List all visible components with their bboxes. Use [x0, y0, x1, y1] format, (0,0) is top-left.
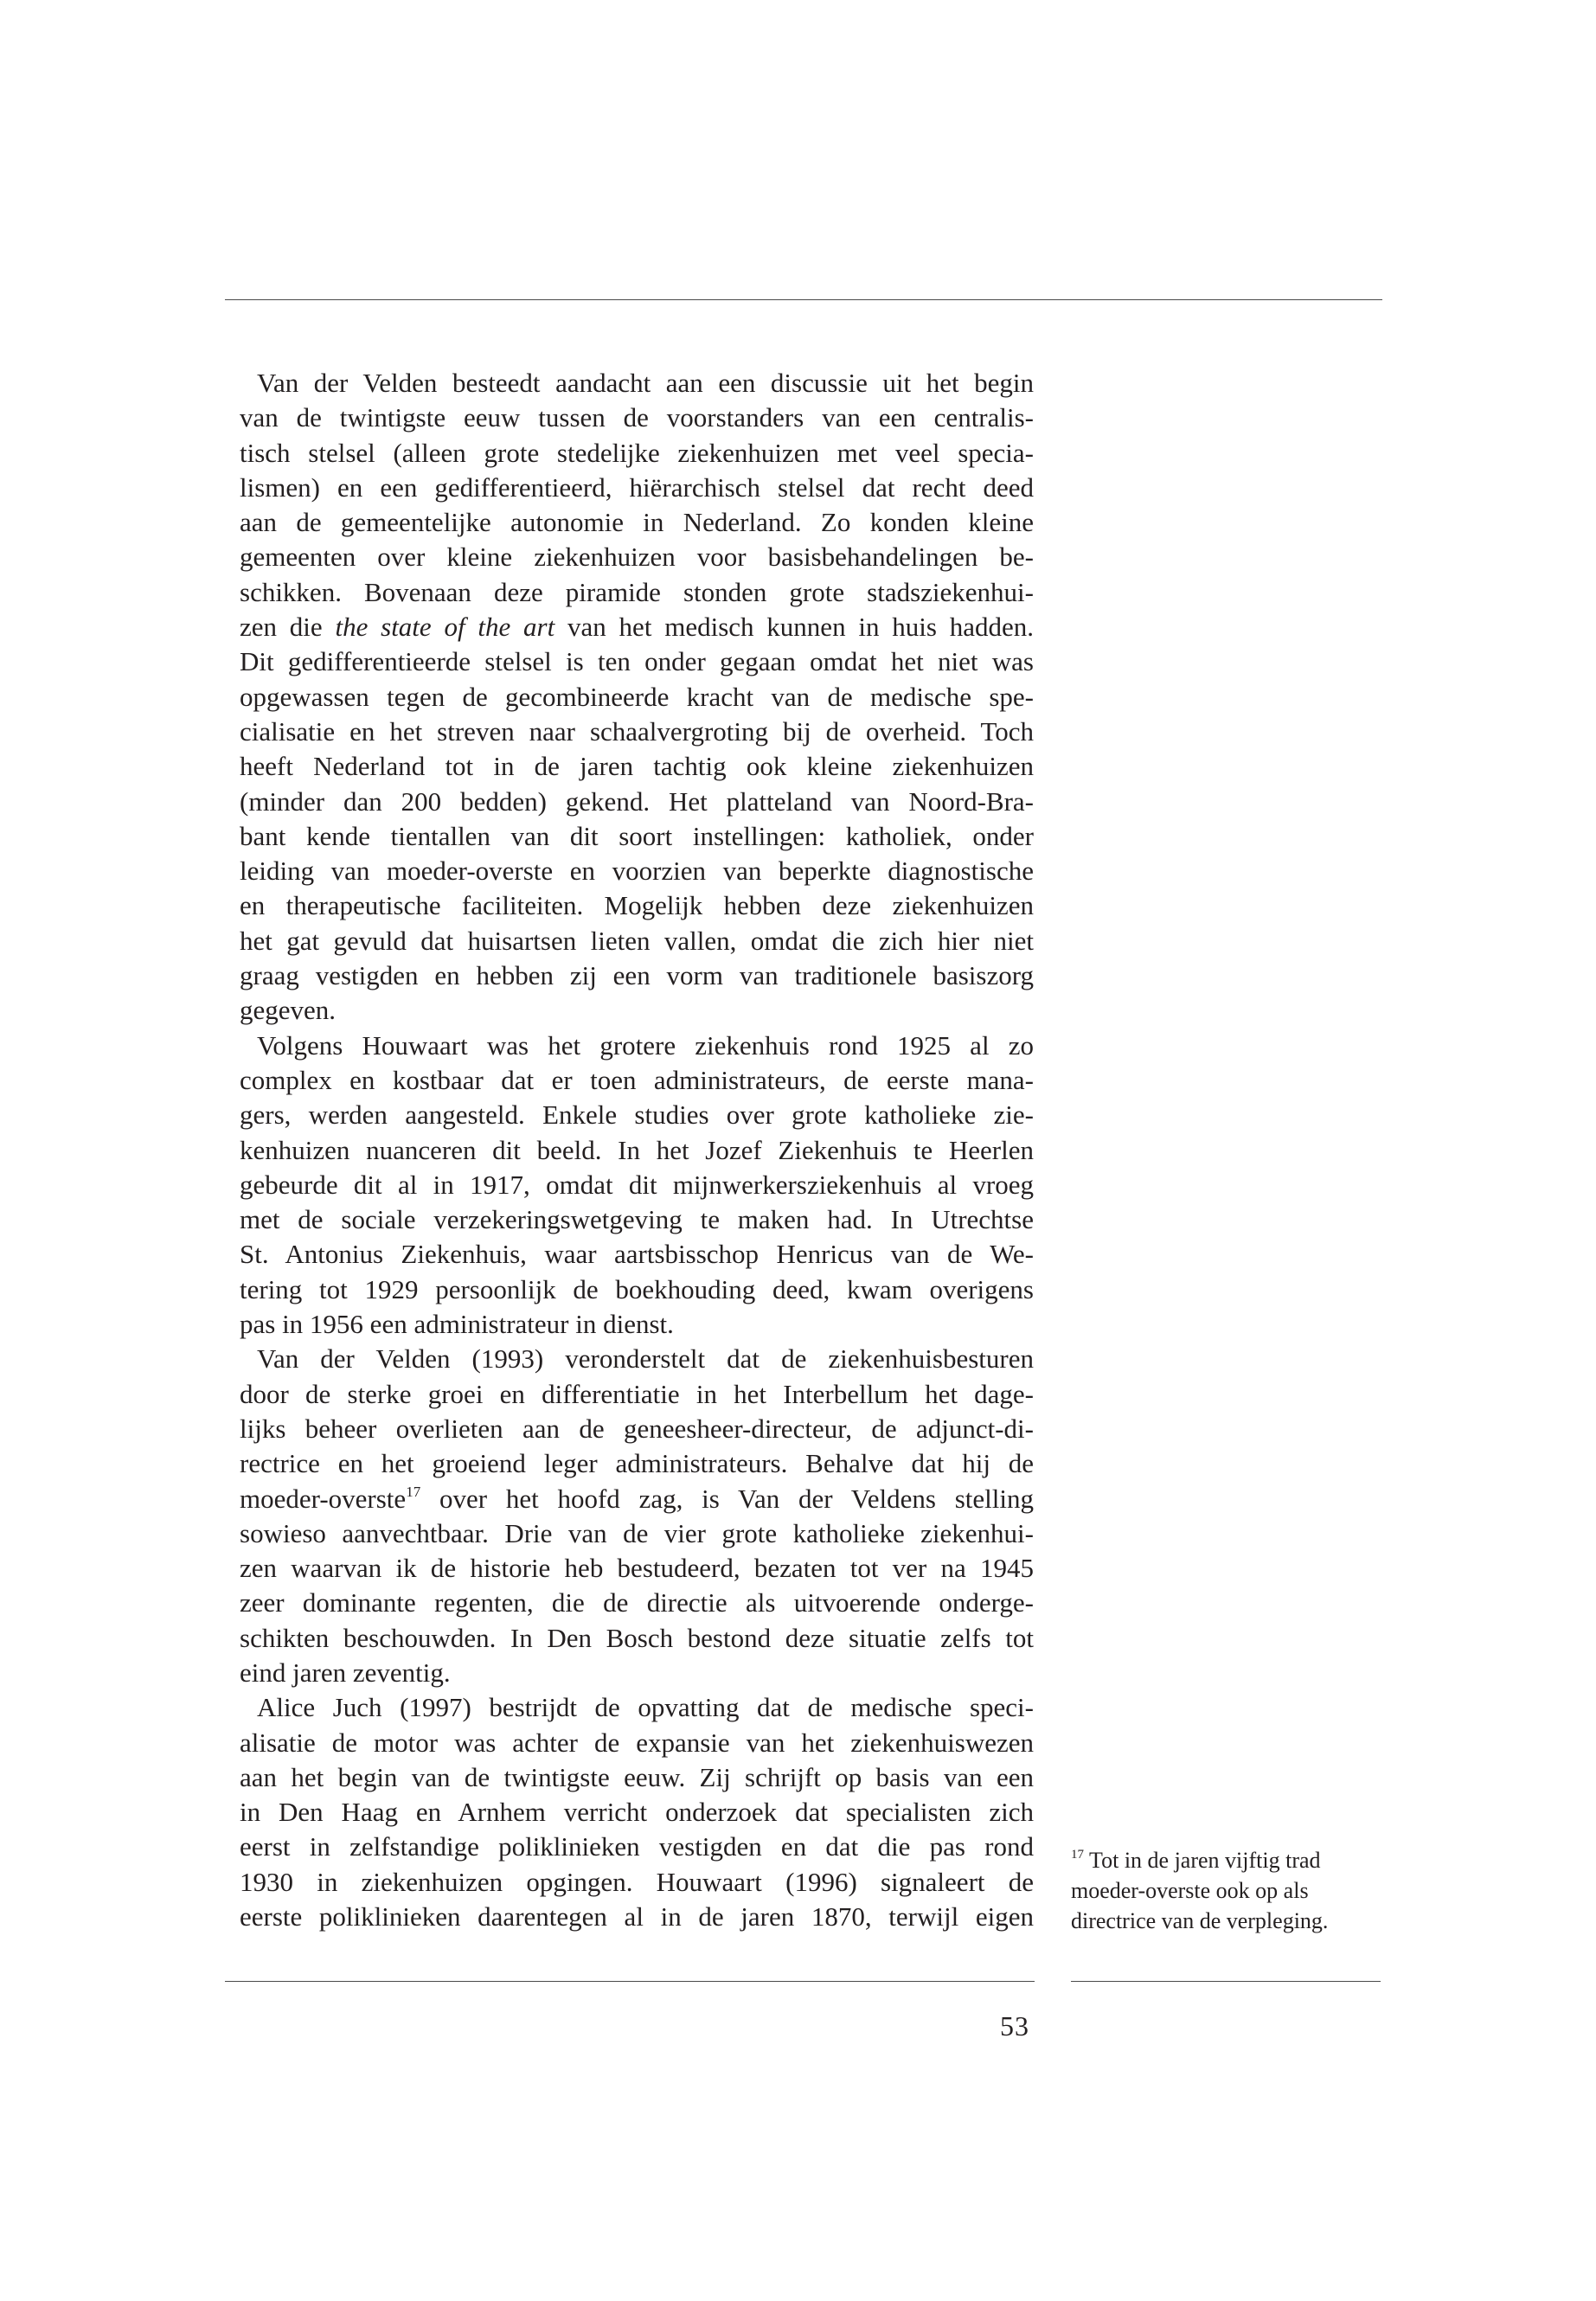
footnote-17	[1071, 1845, 1382, 1936]
text-line: kenhuizen nuanceren dit beeld. In het Jozef Ziekenhuis te Heerlen	[240, 1134, 1034, 1165]
text-line: Van der Velden besteedt aandacht aan een discussie uit het begin	[257, 368, 1034, 398]
italic-phrase: the state of the art	[335, 612, 555, 643]
footnote-reference: 17	[406, 1483, 421, 1500]
text-segment: zen die	[240, 612, 336, 643]
text-line: bant kende tientallen van dit soort instellingen: katholiek, onder	[240, 820, 1034, 851]
paragraph	[240, 1029, 1034, 1343]
text-line: van de twintigste eeuw tussen de voorstanders van een centralis-	[240, 402, 1034, 433]
text-line: schikten beschouwden. In Den Bosch bestond deze situatie zelfs tot	[240, 1622, 1034, 1653]
text-line: schikken. Bovenaan deze piramide stonden grote stadsziekenhui-	[240, 576, 1034, 607]
text-line: sowieso aanvechtbaar. Drie van de vier grote katholieke ziekenhui-	[240, 1517, 1034, 1548]
text-line: Van der Velden (1993) veronderstelt dat de ziekenhuisbesturen	[257, 1343, 1034, 1375]
text-line: lismen) en een gedifferentieerd, hiërarchisch stelsel dat recht deed	[240, 471, 1034, 503]
footer-rule-notes	[1071, 1981, 1381, 1982]
text-line: tisch stelsel (alleen grote stedelijke ziekenhuizen met veel specia-	[240, 437, 1034, 468]
paragraph	[240, 366, 1034, 1029]
text-line: tering tot 1929 persoonlijk de boekhouding deed, kwam overigens	[240, 1273, 1034, 1304]
text-segment: van het medisch kunnen in huis hadden.	[554, 612, 1034, 643]
text-line: rectrice en het groeiend leger administrateurs. Behalve dat hij de	[240, 1448, 1034, 1479]
text-line: aan de gemeentelijke autonomie in Nederland. Zo konden kleine	[240, 507, 1034, 538]
text-line: door de sterke groei en differentiatie in het Interbellum het dage-	[240, 1378, 1034, 1409]
body-text	[240, 366, 1034, 1934]
text-line: met de sociale verzekeringswetgeving te maken had. In Utrechtse	[240, 1204, 1034, 1235]
text-line: zeer dominante regenten, die de directie als uitvoerende onderge-	[240, 1587, 1034, 1618]
page-number: 53	[1000, 2010, 1029, 2041]
paragraph	[240, 1342, 1034, 1690]
text-line: graag vestigden en hebben zij een vorm van traditionele basiszorg	[240, 960, 1034, 991]
text-line: alisatie de motor was achter de expansie van het ziekenhuiswezen	[240, 1727, 1034, 1758]
text-segment: moeder-overste	[240, 1483, 407, 1514]
text-line: eind jaren zeventig.	[240, 1657, 451, 1688]
text-line: Dit gedifferentieerde stelsel is ten onder gegaan omdat het niet was	[240, 646, 1034, 677]
text-line: Alice Juch (1997) bestrijdt de opvatting dat de medische speci-	[257, 1692, 1034, 1723]
text-line: eerste poliklinieken daarentegen al in de jaren 1870, terwijl eigen	[240, 1901, 1034, 1932]
text-segment: over het hoofd zag, is Van der Veldens stelling	[420, 1483, 1034, 1514]
footnote-line: directrice van de verpleging.	[1071, 1908, 1329, 1933]
footer-rule-body	[225, 1981, 1035, 1982]
text-line	[240, 610, 1034, 644]
text-line: gemeenten over kleine ziekenhuizen voor basisbehandelingen be-	[240, 542, 1034, 573]
text-line: gers, werden aangesteld. Enkele studies over grote katholieke zie-	[240, 1099, 1034, 1131]
text-line: complex en kostbaar dat er toen administrateurs, de eerste mana-	[240, 1064, 1034, 1095]
text-line: St. Antonius Ziekenhuis, waar aartsbisschop Henricus van de We-	[240, 1239, 1034, 1270]
footnote-line: Tot in de jaren vijftig trad	[1089, 1848, 1321, 1873]
text-line: Volgens Houwaart was het grotere ziekenhuis rond 1925 al zo	[257, 1029, 1034, 1061]
text-line: opgewassen tegen de gecombineerde kracht van de medische spe-	[240, 681, 1034, 712]
paragraph	[240, 1690, 1034, 1934]
text-line: aan het begin van de twintigste eeuw. Zij schrijft op basis van een	[240, 1761, 1034, 1792]
text-line: lijks beheer overlieten aan de geneesheer-directeur, de adjunct-di-	[240, 1413, 1034, 1444]
text-line: eerst in zelfstandige poliklinieken vestigden en dat die pas rond	[240, 1831, 1034, 1862]
text-line: leiding van moeder-overste en voorzien van beperkte diagnostische	[240, 856, 1034, 887]
text-line: in Den Haag en Arnhem verricht onderzoek dat specialisten zich	[240, 1797, 1034, 1828]
text-line: gegeven.	[240, 995, 337, 1026]
text-line: gebeurde dit al in 1917, omdat dit mijnwerkersziekenhuis al vroeg	[240, 1169, 1034, 1200]
text-line: zen waarvan ik de historie heb bestudeerd, bezaten tot ver na 1945	[240, 1553, 1034, 1584]
footnote-number: 17	[1071, 1848, 1084, 1862]
header-rule	[225, 299, 1382, 300]
text-line: en therapeutische faciliteiten. Mogelijk hebben deze ziekenhuizen	[240, 890, 1034, 921]
footnote-line: moeder-overste ook op als	[1071, 1878, 1309, 1903]
text-line: (minder dan 200 bedden) gekend. Het platteland van Noord-Bra-	[240, 785, 1034, 817]
text-line: heeft Nederland tot in de jaren tachtig ook kleine ziekenhuizen	[240, 751, 1034, 782]
text-line: het gat gevuld dat huisartsen lieten vallen, omdat die zich hier niet	[240, 925, 1034, 956]
text-line: 1930 in ziekenhuizen opgingen. Houwaart (1996) signaleert de	[240, 1866, 1034, 1897]
text-line: cialisatie en het streven naar schaalvergroting bij de overheid. Toch	[240, 715, 1034, 747]
text-line	[240, 1482, 1034, 1516]
text-line: pas in 1956 een administrateur in dienst.	[240, 1309, 674, 1340]
